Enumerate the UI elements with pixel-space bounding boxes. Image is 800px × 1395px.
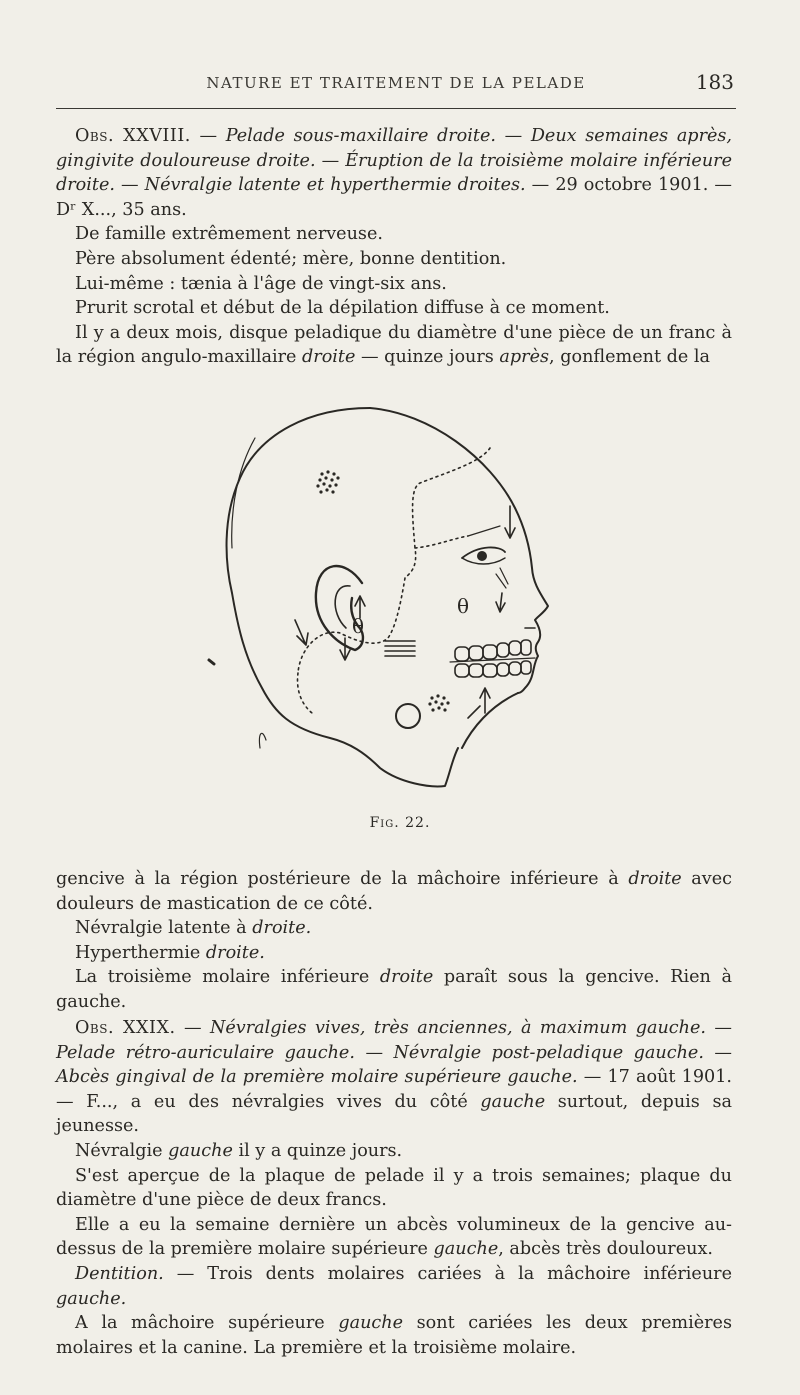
obs29-paragraph-4 bbox=[56, 1262, 732, 1311]
obs29-p3-c: , abcès très douloureux. bbox=[498, 1239, 713, 1260]
obs28-paragraph-4: Prurit scrotal et début de la dépilation diffuse à ce moment. bbox=[75, 298, 610, 319]
obs29-title-abces: Abcès gingival de la première molaire supérieure gauche. bbox=[56, 1067, 578, 1088]
obs29-label: Obs. XXIX. bbox=[75, 1018, 176, 1038]
obs28-p8-b: droite. bbox=[205, 942, 265, 963]
obs29-p5-c: sont cariées les deux premières molaires et la canine. La première et la troisième molaire. bbox=[56, 1313, 732, 1358]
obs28-paragraph-2: Père absolument édenté; mère, bonne dentition. bbox=[75, 248, 507, 269]
obs28-p5-c: — quinze jours bbox=[355, 347, 500, 368]
obs28-title-pelade: Pelade sous-maxillaire droite. bbox=[225, 126, 496, 146]
stippled-patch-jaw bbox=[428, 694, 449, 711]
obs29-gauche: gauche bbox=[480, 1091, 546, 1112]
observation-28-continued bbox=[56, 867, 732, 1015]
obs28-title-eruption: Éruption de la troisième molaire inférieure droite. bbox=[56, 150, 732, 196]
obs29-paragraph-1 bbox=[56, 1139, 732, 1164]
obs29-jeunesse: surtout, depuis sa jeunesse. bbox=[56, 1091, 732, 1137]
caption-number: 22. bbox=[399, 815, 431, 831]
obs29-p4-c: gauche. bbox=[56, 1288, 127, 1309]
obs29-p5-a: A la mâchoire supérieure bbox=[75, 1313, 339, 1334]
page-number: 183 bbox=[695, 70, 734, 94]
obs29-dash-2: — bbox=[706, 1018, 732, 1038]
left-tick bbox=[209, 660, 214, 664]
obs28-paragraph-8 bbox=[56, 941, 732, 966]
dotted-brow bbox=[415, 536, 468, 548]
head-outline bbox=[227, 408, 458, 786]
dotted-neck bbox=[298, 673, 312, 713]
obs29-p1-b: gauche bbox=[168, 1140, 233, 1161]
obs28-heading bbox=[56, 124, 732, 222]
obs28-dash-3: — bbox=[315, 150, 346, 171]
obs29-heading bbox=[56, 1016, 732, 1139]
obs28-dash-4: — bbox=[114, 175, 145, 196]
upper-teeth bbox=[455, 640, 531, 661]
obs28-p9-c: paraît sous la gencive. Rien à gauche. bbox=[56, 967, 732, 1012]
obs29-p4-b: — Trois dents molaires cariées à la mâchoire inférieure bbox=[163, 1263, 732, 1284]
obs29-p3-b: gauche bbox=[433, 1239, 499, 1260]
inner-contour-left bbox=[232, 438, 255, 548]
obs28-p6-c: avec douleurs de mastication de ce côté. bbox=[56, 869, 732, 914]
obs28-paragraph-3: Lui-même : tænia à l'âge de vingt-six ans. bbox=[75, 273, 447, 294]
obs28-dash-1: — bbox=[190, 126, 226, 146]
jaw-hatch-lines bbox=[385, 641, 415, 656]
theta-label-1: θ bbox=[457, 594, 470, 618]
circle-marker bbox=[396, 704, 420, 728]
obs28-p5-d: après bbox=[499, 347, 550, 368]
obs29-paragraph-3 bbox=[56, 1213, 732, 1262]
obs28-p7-b: droite. bbox=[252, 918, 312, 939]
obs28-p8-a: Hyperthermie bbox=[75, 942, 206, 963]
obs28-p7-a: Névralgie latente à bbox=[75, 918, 253, 939]
obs29-paragraph-5 bbox=[56, 1311, 732, 1360]
obs28-p6-b: droite bbox=[628, 869, 682, 889]
cheek-hatch bbox=[496, 568, 508, 588]
caption-prefix: Fig. bbox=[369, 815, 400, 831]
obs29-dash-3: — bbox=[354, 1042, 394, 1063]
obs28-paragraph-7 bbox=[56, 916, 732, 941]
page-header bbox=[56, 70, 736, 106]
obs29-p1-a: Névralgie bbox=[75, 1140, 169, 1161]
obs29-title-post-peladique: Névralgie post-peladique gauche. bbox=[393, 1042, 704, 1063]
theta-label-2: θ bbox=[352, 614, 365, 638]
obs28-p9-a: La troisième molaire inférieure bbox=[75, 967, 380, 988]
observation-29 bbox=[56, 1016, 732, 1360]
lower-teeth bbox=[455, 661, 531, 677]
figure-caption bbox=[0, 815, 800, 831]
obs29-p5-b: gauche bbox=[338, 1313, 404, 1334]
eyebrow bbox=[468, 526, 500, 536]
dotted-hairline bbox=[405, 448, 490, 578]
obs28-paragraph-1: De famille extrêmement nerveuse. bbox=[75, 224, 383, 245]
obs29-p1-c: il y a quinze jours. bbox=[232, 1140, 403, 1161]
obs28-dash-2: — bbox=[495, 126, 531, 146]
obs28-title-nevralgie: Névralgie latente et hyperthermie droites. bbox=[144, 175, 526, 196]
header-rule bbox=[56, 108, 736, 109]
obs28-p9-b: droite bbox=[379, 967, 434, 988]
obs28-paragraph-5 bbox=[56, 321, 732, 370]
neck-back bbox=[259, 733, 266, 748]
obs28-p5-a: Il y a deux mois, disque peladique du diamètre d'une pièce de un franc à la région angulo-maxillaire bbox=[56, 322, 732, 368]
obs28-title-gingivite: Deux semaines après, gingivite douloureuse droite. bbox=[56, 126, 733, 171]
obs28-p5-e: , gonflement de la bbox=[549, 347, 711, 368]
obs29-dash-1: — bbox=[175, 1018, 210, 1038]
obs29-dash-4: — bbox=[703, 1042, 733, 1063]
running-title: NATURE ET TRAITEMENT DE LA PELADE bbox=[206, 74, 586, 92]
figure-22-head-diagram bbox=[200, 388, 600, 808]
obs29-p4-a: Dentition. bbox=[75, 1263, 164, 1284]
obs28-p6-a: gencive à la région postérieure de la mâchoire inférieure à bbox=[56, 869, 629, 889]
neck-line bbox=[462, 693, 518, 748]
stippled-patch-top bbox=[316, 470, 339, 493]
obs28-paragraph-6 bbox=[56, 867, 732, 916]
head-profile-drawing bbox=[200, 388, 600, 808]
ear-inner bbox=[335, 586, 350, 628]
obs29-p3-a: Elle a eu la semaine dernière un abcès volumineux de la gencive au-dessus de la première molaire supérieure bbox=[56, 1214, 732, 1260]
eye-pupil bbox=[478, 552, 486, 560]
obs28-label: Obs. XXVIII. bbox=[75, 126, 191, 146]
arrows bbox=[295, 506, 535, 718]
obs28-date-patient: — 29 octobre 1901. — Dʳ X..., 35 ans. bbox=[56, 175, 732, 220]
observation-28 bbox=[56, 124, 732, 370]
obs28-paragraph-9 bbox=[56, 965, 732, 1014]
obs29-title-nevralgies: Névralgies vives, très anciennes, à maximum gauche. bbox=[209, 1018, 706, 1038]
obs29-paragraph-2: S'est aperçue de la plaque de pelade il y a trois semaines; plaque du diamètre d'une pièce de deux francs. bbox=[56, 1165, 732, 1211]
obs29-date-patient: — 17 août 1901. — F..., a eu des névralgies vives du côté bbox=[56, 1067, 732, 1112]
obs29-title-pelade: Pelade rétro-auriculaire gauche. bbox=[56, 1042, 355, 1063]
obs28-p5-b: droite bbox=[302, 347, 356, 368]
